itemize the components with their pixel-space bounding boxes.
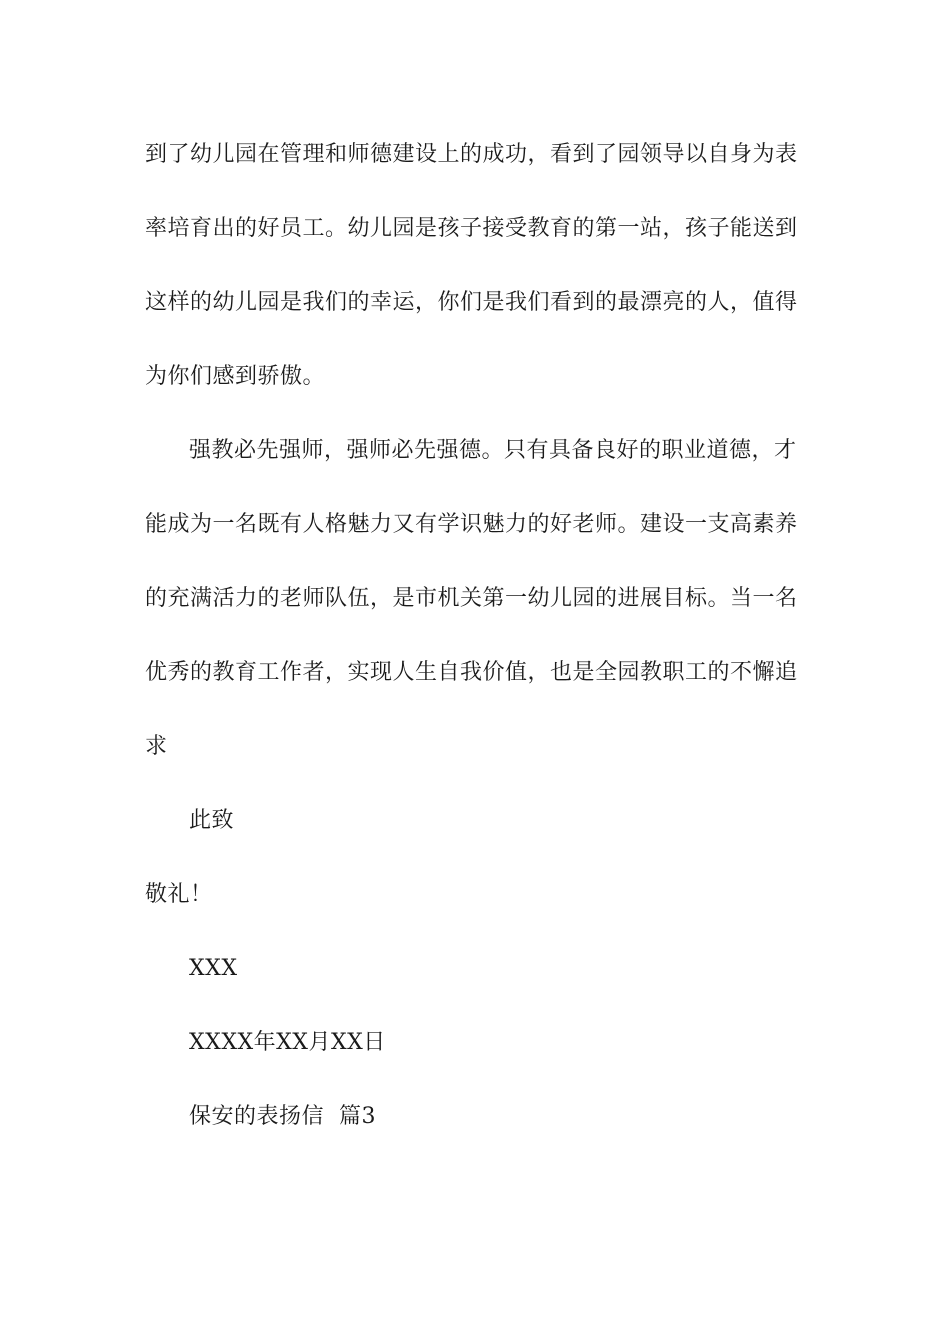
paragraph-line: 为你们感到骄傲。 xyxy=(145,364,326,389)
salutation-line: 敬礼！ xyxy=(145,882,213,907)
paragraph-line: 率培育出的好员工。幼儿园是孩子接受教育的第一站，孩子能送到 xyxy=(145,216,798,241)
signature-line: XXX xyxy=(189,956,238,981)
date-line: XXXX年XX月XX日 xyxy=(189,1030,386,1055)
closing-line: 此致 xyxy=(189,808,235,833)
paragraph-line: 的充满活力的老师队伍，是市机关第一幼儿园的进展目标。当一名 xyxy=(145,586,798,611)
section-heading: 保安的表扬信 篇3 xyxy=(189,1104,376,1129)
paragraph-line: 优秀的教育工作者，实现人生自我价值，也是全园教职工的不懈追 xyxy=(145,660,798,685)
document-body xyxy=(145,118,807,1154)
paragraph-line: 到了幼儿园在管理和师德建设上的成功，看到了园领导以自身为表 xyxy=(145,142,798,167)
paragraph-line: 这样的幼儿园是我们的幸运，你们是我们看到的最漂亮的人，值得 xyxy=(145,290,798,315)
paragraph-line: 能成为一名既有人格魅力又有学识魅力的好老师。建设一支高素养 xyxy=(145,512,798,537)
paragraph-line: 求 xyxy=(145,734,168,759)
paragraph-line: 强教必先强师，强师必先强德。只有具备良好的职业道德，才 xyxy=(189,438,797,463)
